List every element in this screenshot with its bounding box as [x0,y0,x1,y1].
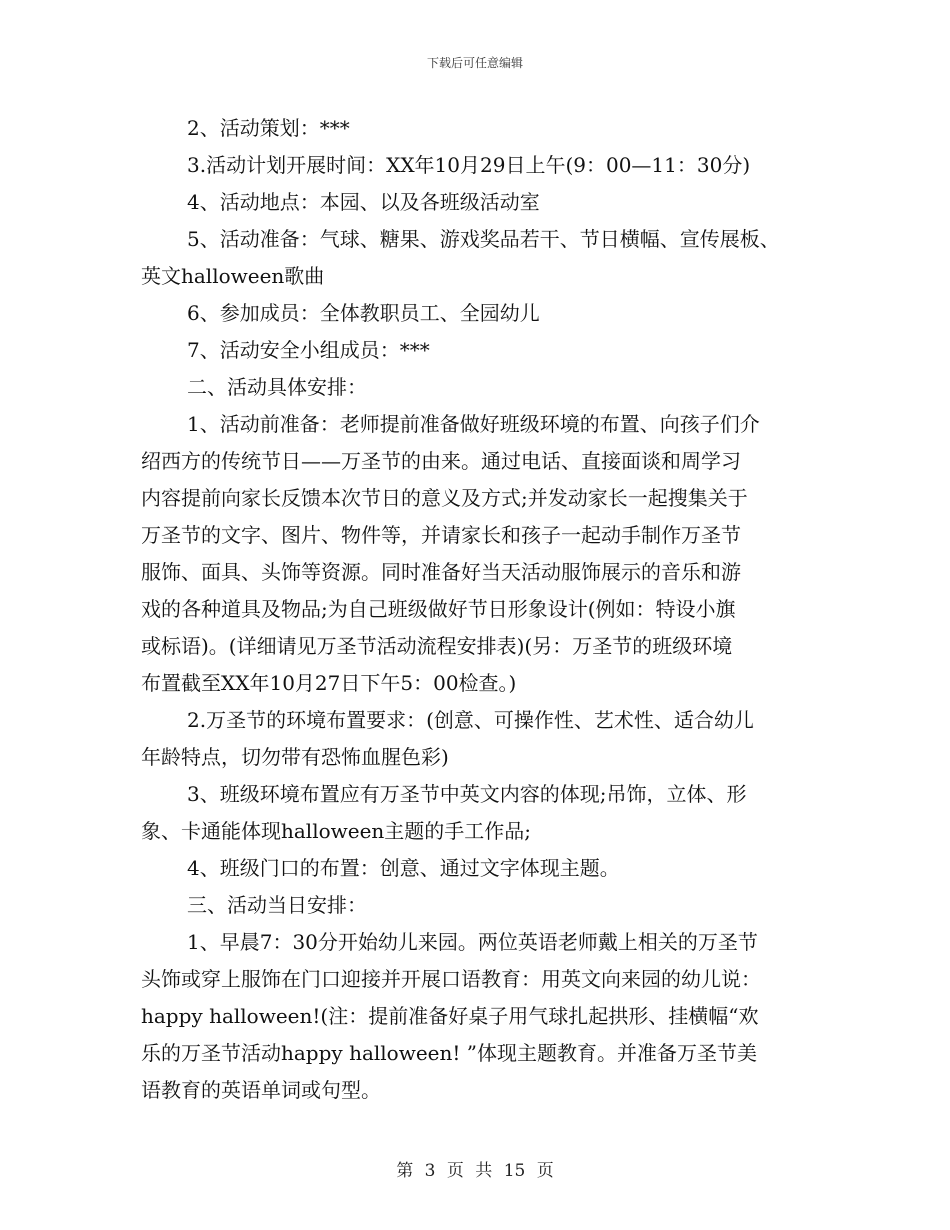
text-line: 绍西方的传统节日——万圣节的由来。通过电话、直接面谈和周学习 [141,449,741,473]
text-line: 4、班级门口的布置：创意、通过文字体现主题。 [187,856,620,880]
text-line: 或标语)。(详细请见万圣节活动流程安排表)(另：万圣节的班级环境 [141,634,733,658]
text-line: 1、早晨7：30分开始幼儿来园。两位英语老师戴上相关的万圣节 [187,930,758,954]
text-line: 2、活动策划：*** [187,116,350,140]
text-line: 万圣节的文字、图片、物件等，并请家长和孩子一起动手制作万圣节 [141,523,741,547]
text-line: 2.万圣节的环境布置要求：(创意、可操作性、艺术性、适合幼儿 [187,708,754,732]
text-line: 4、活动地点：本园、以及各班级活动室 [187,190,540,214]
text-line: 象、卡通能体现halloween主题的手工作品; [141,819,532,843]
text-line: 年龄特点，切勿带有恐怖血腥色彩) [141,745,449,769]
text-line: 二、活动具体安排： [187,375,367,399]
text-line: 英文halloween歌曲 [141,264,325,288]
text-line: 乐的万圣节活动happy halloween! ”体现主题教育。并准备万圣节美 [141,1041,757,1065]
header-note: 下载后可任意编辑 [426,56,523,70]
text-line: 服饰、面具、头饰等资源。同时准备好当天活动服饰展示的音乐和游 [141,560,741,584]
text-line: 头饰或穿上服饰在门口迎接并开展口语教育：用英文向来园的幼儿说： [141,967,761,991]
text-line: 6、参加成员：全体教职员工、全园幼儿 [187,301,540,325]
text-line: 布置截至XX年10月27日下午5：00检查。) [141,671,517,695]
text-line: happy halloween!(注：提前准备好桌子用气球扎起拱形、挂横幅“欢 [141,1004,759,1028]
text-line: 7、活动安全小组成员：*** [187,338,430,362]
page-footer: 第 3 页 共 15 页 [396,1161,554,1181]
text-line: 3.活动计划开展时间：XX年10月29日上午(9：00—11：30分) [187,153,751,177]
text-line: 戏的各种道具及物品;为自己班级做好节日形象设计(例如：特设小旗 [141,597,736,621]
text-line: 5、活动准备：气球、糖果、游戏奖品若干、节日横幅、宣传展板、 [187,227,780,251]
text-line: 三、活动当日安排： [187,893,367,917]
text-line: 语教育的英语单词或句型。 [141,1078,381,1102]
text-line: 内容提前向家长反馈本次节日的意义及方式;并发动家长一起搜集关于 [141,486,748,510]
document-body [141,110,813,1109]
text-line: 1、活动前准备：老师提前准备做好班级环境的布置、向孩子们介 [187,412,760,436]
text-line: 3、班级环境布置应有万圣节中英文内容的体现;吊饰，立体、形 [187,782,747,806]
